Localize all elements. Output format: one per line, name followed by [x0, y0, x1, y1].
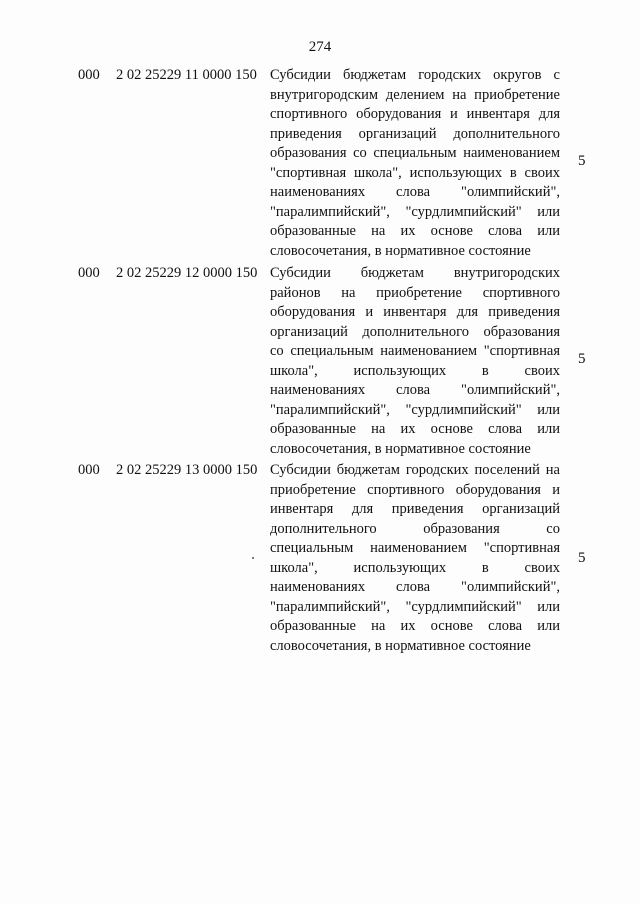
budget-classification-code: 2 02 25229 12 0000 150	[116, 265, 258, 281]
income-description	[270, 264, 560, 459]
description-line: дополнительного образования со	[270, 520, 560, 537]
page-number: 274	[308, 39, 332, 55]
income-description	[270, 66, 560, 261]
income-description	[270, 461, 560, 656]
description-line: образования со специальным наименованием	[270, 145, 560, 161]
amount-value: 5	[578, 351, 586, 367]
budget-classification-code: 2 02 25229 13 0000 150	[116, 462, 258, 478]
description-line: приведения организаций дополнительного	[270, 125, 560, 142]
description-line: специальным наименованием "спортивная	[270, 540, 560, 556]
description-line: организаций дополнительного образования	[270, 323, 560, 340]
description-line: словосочетания, в нормативное состояние	[270, 637, 531, 654]
description-line: Субсидии бюджетам городских поселений на	[270, 462, 560, 478]
description-line: школа", использующих в своих	[270, 559, 560, 576]
amount-value: 5	[578, 550, 586, 566]
description-line: приобретение спортивного оборудования и	[270, 481, 560, 498]
admin-code: 000	[78, 67, 100, 83]
admin-code: 000	[78, 265, 100, 281]
description-line: Субсидии бюджетам внутригородских	[270, 265, 560, 281]
description-line: "паралимпийский", "сурдлимпийский" или	[270, 203, 560, 220]
description-line: наименованиях слова "олимпийский",	[270, 184, 560, 200]
description-line: внутригородским делением на приобретение	[270, 86, 560, 103]
description-line: образованные на их основе слова или	[270, 421, 560, 437]
description-line: Субсидии бюджетам городских округов с	[270, 67, 560, 83]
amount-value: 5	[578, 153, 586, 169]
description-line: словосочетания, в нормативное состояние	[270, 242, 531, 259]
description-line: "спортивная школа", использующих в своих	[270, 164, 560, 181]
description-line: словосочетания, в нормативное состояние	[270, 440, 531, 457]
description-line: спортивного оборудования и инвентаря для	[270, 106, 560, 122]
description-line: районов на приобретение спортивного	[270, 284, 560, 301]
budget-classification-code: 2 02 25229 11 0000 150	[116, 67, 257, 83]
scan-speck	[252, 557, 254, 559]
description-line: "паралимпийский", "сурдлимпийский" или	[270, 598, 560, 615]
description-line: образованные на их основе слова или	[270, 618, 560, 634]
description-line: образованные на их основе слова или	[270, 223, 560, 239]
description-line: оборудования и инвентаря для приведения	[270, 304, 560, 320]
description-line: школа", использующих в своих	[270, 362, 560, 379]
description-line: наименованиях слова "олимпийский",	[270, 579, 560, 595]
description-line: инвентаря для приведения организаций	[270, 501, 560, 517]
description-line: наименованиях слова "олимпийский",	[270, 382, 560, 398]
description-line: "паралимпийский", "сурдлимпийский" или	[270, 401, 560, 418]
admin-code: 000	[78, 462, 100, 478]
description-line: со специальным наименованием "спортивная	[270, 343, 560, 359]
